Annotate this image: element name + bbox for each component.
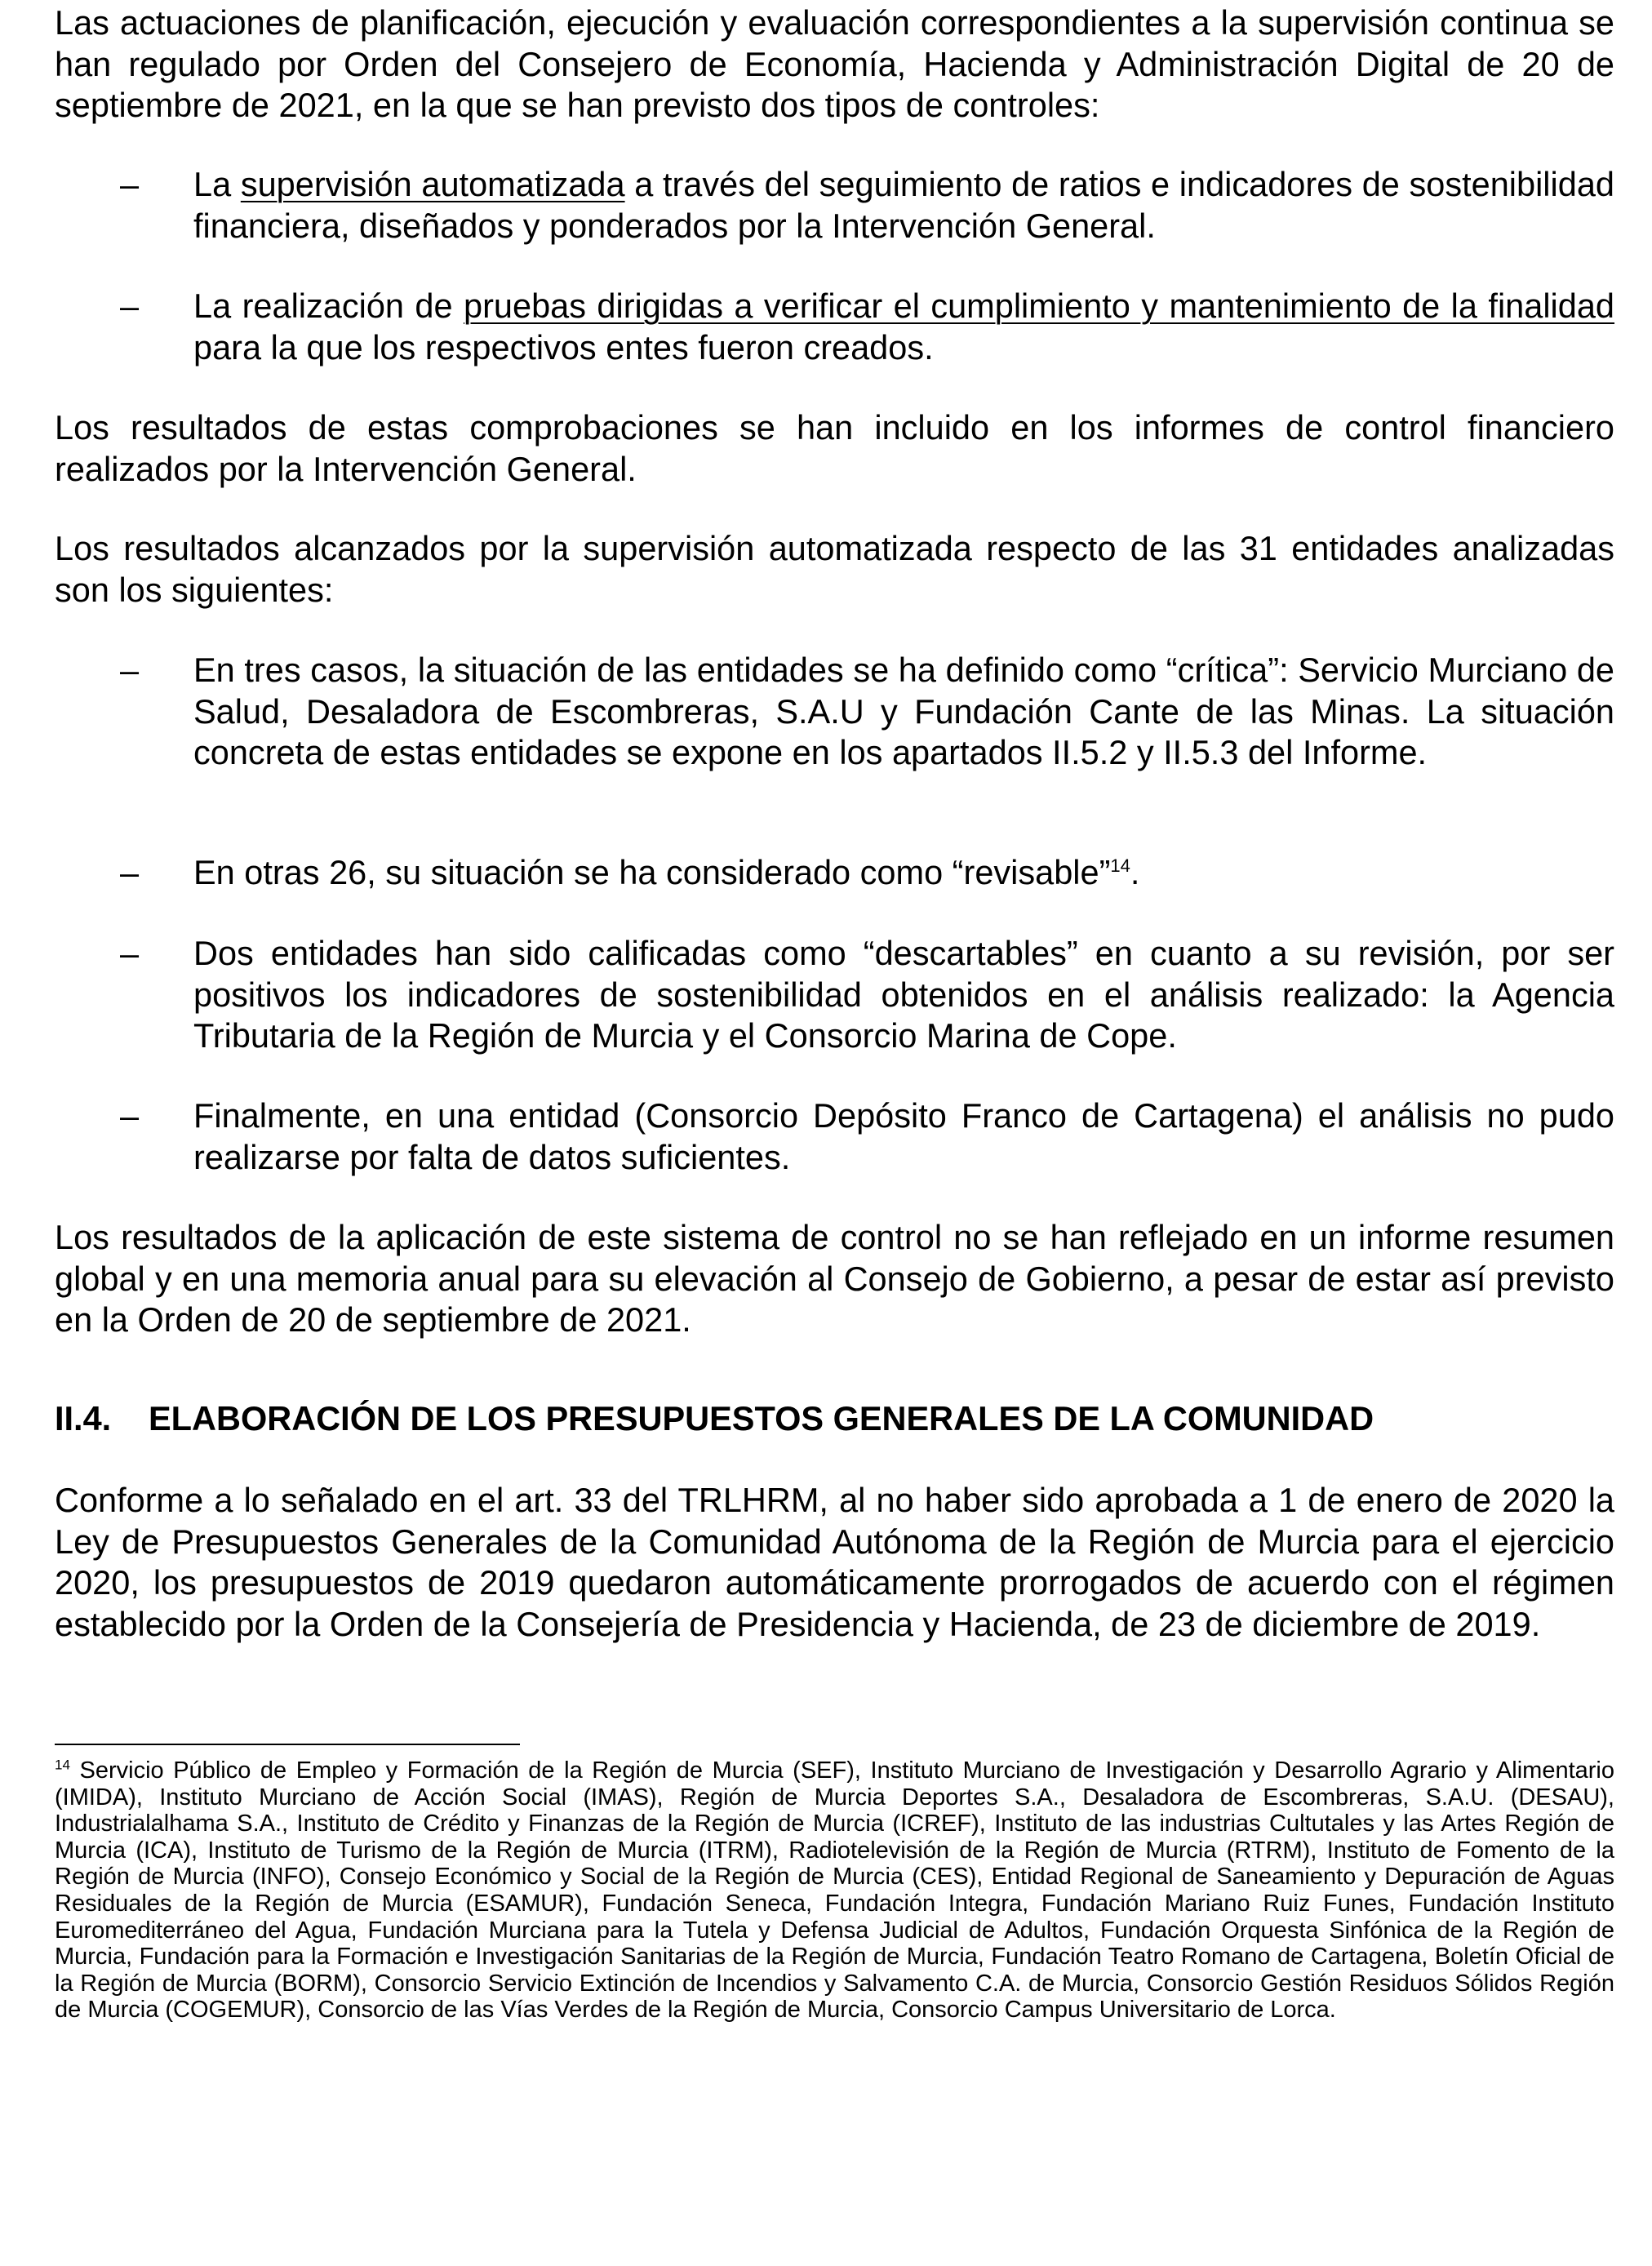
dash-bullet: – bbox=[120, 287, 140, 325]
dash-bullet: – bbox=[120, 651, 140, 689]
footnote-separator bbox=[55, 1744, 520, 1745]
section-number: II.4. bbox=[55, 1399, 112, 1437]
footnote-14 bbox=[55, 1757, 1614, 2024]
results-included-paragraph: Los resultados de estas comprobaciones se han incluido en los informes de control financiero realizados por la Intervención General. bbox=[55, 408, 1614, 488]
underlined-term: supervisión automatizada bbox=[240, 165, 625, 203]
budget-paragraph: Conforme a lo señalado en el art. 33 del TRLHRM, al no haber sido aprobada a 1 de enero de 2020 la Ley de Presupuestos Generales de la Comunidad Autónoma de la Región de Murcia para el ejercicio 2020, los presupuestos de 2019 quedaron automáticamente prorrogados de acuerdo con el régimen establecido por la Orden de la Consejería de Presidencia y Hacienda, de 23 de diciembre de 2019. bbox=[55, 1481, 1614, 1643]
footnote-text: Servicio Público de Empleo y Formación de la Región de Murcia (SEF), Instituto Murciano de Investigación y Desarrollo Agrario y Alimentario (IMIDA), Instituto Murciano de Acción Social (IMAS), Región de Murcia Deportes S.A., Desaladora de Escombreras, S.A.U. (DESAU), Industrialalhama S.A., Instituto de Crédito y Finanzas de la Región de Murcia (ICREF), Instituto de las industrias Cultutales y las Artes Región de Murcia (ICA), Instituto de Turismo de la Región de Murcia (ITRM), Radiotelevisión de la Región de Murcia (RTRM), Instituto de Fomento de la Región de Murcia (INFO), Consejo Económico y Social de la Región de Murcia (CES), Entidad Regional de Saneamiento y Depuración de Aguas Residuales de la Región de Murcia (ESAMUR), Fundación Seneca, Fundación Integra, Fundación Mariano Ruiz Funes, Fundación Instituto Euromediterráneo del Agua, Fundación Murciana para la Tutela y Defensa Judicial de Adultos, Fundación Orquesta Sinfónica de la Región de Murcia, Fundación para la Formación e Investigación Sanitarias de la Región de Murcia, Fundación Teatro Romano de Cartagena, Boletín Oficial de la Región de Murcia (BORM), Consorcio Servicio Extinción de Incendios y Salvamento C.A. de Murcia, Consorcio Gestión Residuos Sólidos Región de Murcia (COGEMUR), Consorcio de las Vías Verdes de la Región de Murcia, Consorcio Campus Universitario de Lorca. bbox=[55, 1757, 1614, 2024]
results-summary-paragraph: Los resultados alcanzados por la supervisión automatizada respecto de las 31 entidades analizadas son los siguientes: bbox=[55, 529, 1614, 609]
footnote-number: 14 bbox=[55, 1757, 70, 1773]
dash-bullet: – bbox=[120, 853, 140, 891]
report-paragraph: Los resultados de la aplicación de este sistema de control no se han reflejado en un informe resumen global y en una memoria anual para su elevación al Consejo de Gobierno, a pesar de estar así previsto en la Orden de 20 de septiembre de 2021. bbox=[55, 1218, 1614, 1339]
list-item-text: Dos entidades han sido calificadas como “descartables” en cuanto a su revisión, por ser positivos los indicadores de sostenibilidad obtenidos en el análisis realizado: la Agencia Tributaria de la Región de Murcia y el Consorcio Marina de Cope. bbox=[193, 934, 1614, 1055]
section-title: ELABORACIÓN DE LOS PRESUPUESTOS GENERALES DE LA COMUNIDAD bbox=[149, 1399, 1374, 1437]
section-heading bbox=[55, 1398, 1614, 1440]
dash-bullet: – bbox=[120, 934, 140, 972]
footnote-reference[interactable]: 14 bbox=[1110, 855, 1130, 877]
dash-bullet: – bbox=[120, 1096, 140, 1135]
list-item-text: En otras 26, su situación se ha considerado como “revisable”$^{14}$. bbox=[193, 853, 1140, 891]
list-item-text: La realización de pruebas dirigidas a verificar el cumplimiento y mantenimiento de la finalidad para la que los respectivos entes fueron creados. bbox=[193, 287, 1615, 367]
underlined-term: pruebas dirigidas a verificar el cumplimiento y mantenimiento de la finalidad bbox=[464, 287, 1615, 325]
list-item-text: La supervisión automatizada a través del seguimiento de ratios e indicadores de sostenibilidad financiera, diseñados y ponderados por la Intervención General. bbox=[193, 165, 1614, 245]
dash-bullet: – bbox=[120, 165, 140, 203]
intro-paragraph: Las actuaciones de planificación, ejecución y evaluación correspondientes a la supervisión continua se han regulado por Orden del Consejero de Economía, Hacienda y Administración Digital de 20 de septiembre de 2021, en la que se han previsto dos tipos de controles: bbox=[55, 3, 1614, 124]
list-item-text: Finalmente, en una entidad (Consorcio Depósito Franco de Cartagena) el análisis no pudo realizarse por falta de datos suficientes. bbox=[193, 1096, 1614, 1176]
list-item-text: En tres casos, la situación de las entidades se ha definido como “crítica”: Servicio Murciano de Salud, Desaladora de Escombreras, S.A.U y Fundación Cante de las Minas. La situación concreta de estas entidades se expone en los apartados II.5.2 y II.5.3 del Informe. bbox=[193, 651, 1614, 771]
